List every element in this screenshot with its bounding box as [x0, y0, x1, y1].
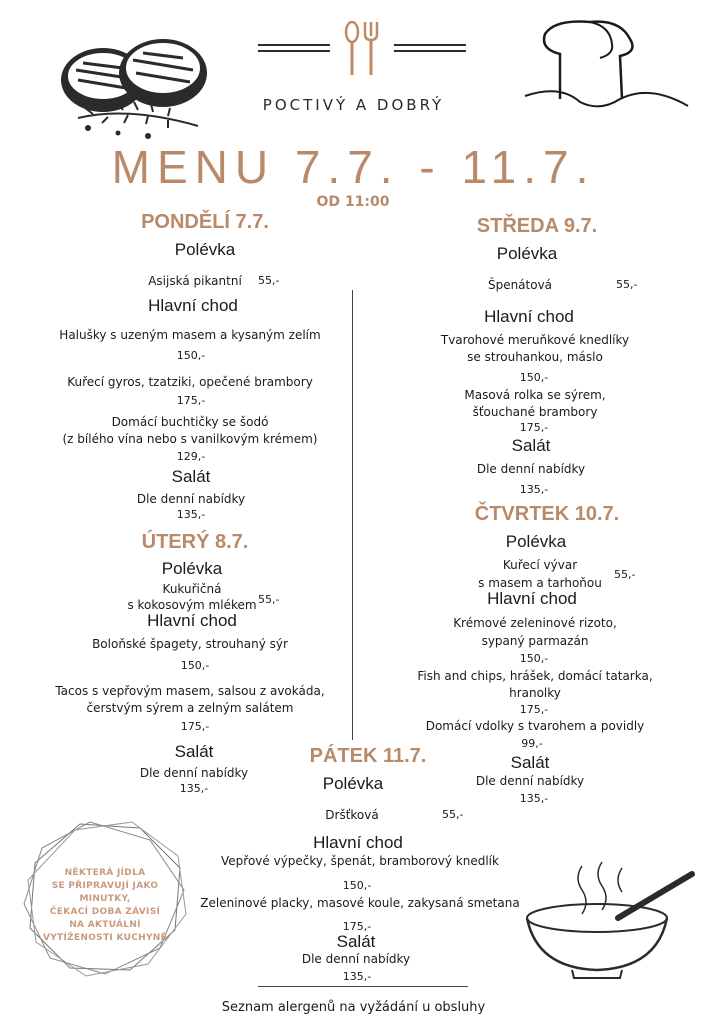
friday-main-1-price: 150,-: [342, 879, 372, 892]
cutlery-icon: [339, 20, 385, 78]
thursday-main-2: Fish and chips, hrášek, domácí tatarka,: [417, 669, 653, 683]
thursday-main-1: Krémové zeleninové rizoto,: [453, 616, 617, 630]
allergen-notice: Seznam alergenů na vyžádání u obsluhy: [221, 1000, 486, 1015]
notice-line-1: NĚKTERÁ JÍDLA: [64, 868, 146, 878]
tuesday-salad-label: Salát: [174, 742, 214, 761]
soup-bowl-illustration-icon: [522, 858, 702, 980]
tuesday-main-2-detail: čerstvým sýrem a zelným salátem: [86, 701, 294, 715]
tuesday-main-label: Hlavní chod: [147, 611, 237, 630]
thursday-salad-label: Salát: [510, 753, 550, 772]
monday-main-label: Hlavní chod: [148, 296, 238, 315]
monday-main-2-price: 175,-: [176, 394, 206, 407]
thursday-main-2-price: 175,-: [519, 703, 549, 716]
tuesday-soup: Kukuřičná: [162, 582, 222, 596]
wednesday-main-1: Tvarohové meruňkové knedlíky: [440, 333, 630, 347]
header-divider-right: [394, 44, 466, 52]
tuesday-soup-label: Polévka: [161, 559, 223, 578]
friday-salad: Dle denní nabídky: [301, 952, 411, 966]
monday-salad-price: 135,-: [176, 508, 206, 521]
monday-salad: Dle denní nabídky: [136, 492, 246, 506]
footer-divider: [258, 986, 468, 987]
thursday-soup-label: Polévka: [505, 532, 567, 551]
wednesday-salad-price: 135,-: [519, 483, 549, 496]
tuesday-main-1-price: 150,-: [180, 659, 210, 672]
header-divider-left: [258, 44, 330, 52]
notice-line-5: NA AKTUÁLNÍ: [69, 920, 141, 930]
wednesday-main-2: Masová rolka se sýrem,: [464, 388, 606, 402]
thursday-main-2-detail: hranolky: [509, 686, 561, 700]
monday-soup: Asijská pikantní: [148, 274, 242, 288]
friday-soup: Dršťková: [325, 808, 379, 822]
wednesday-salad-label: Salát: [511, 436, 551, 455]
wednesday-main-1-detail: se strouhankou, máslo: [467, 350, 603, 364]
friday-salad-price: 135,-: [342, 970, 372, 983]
wednesday-main-2-price: 175,-: [519, 421, 549, 434]
monday-main-3: Domácí buchtičky se šodó: [111, 415, 269, 429]
thursday-main-3-price: 99,-: [521, 737, 543, 750]
thursday-main-1-price: 150,-: [519, 652, 549, 665]
tuesday-salad: Dle denní nabídky: [139, 766, 249, 780]
day-heading-monday: PONDĚLÍ 7.7.: [141, 211, 269, 233]
friday-main-2: Zeleninové placky, masové koule, zakysaná smetana: [200, 896, 520, 910]
wednesday-main-label: Hlavní chod: [484, 307, 574, 326]
day-heading-tuesday: ÚTERÝ 8.7.: [141, 531, 249, 553]
friday-main-1: Vepřové výpečky, špenát, bramborový knedlík: [221, 854, 499, 868]
tuesday-soup-price: 55,-: [258, 593, 280, 606]
friday-soup-price: 55,-: [442, 808, 464, 821]
day-heading-thursday: ČTVRTEK 10.7.: [474, 503, 620, 525]
steak-illustration-icon: [48, 18, 218, 146]
monday-salad-label: Salát: [171, 467, 211, 486]
monday-main-3-note: (z bílého vína nebo s vanilkovým krémem): [62, 432, 318, 446]
tuesday-soup-detail: s kokosovým mlékem: [127, 598, 257, 612]
friday-main-label: Hlavní chod: [313, 833, 403, 852]
wednesday-salad: Dle denní nabídky: [476, 462, 586, 476]
thursday-soup: Kuřecí vývar: [502, 558, 578, 572]
monday-soup-price: 55,-: [258, 274, 280, 287]
notice-line-4: ČEKACÍ DOBA ZÁVISÍ: [49, 907, 161, 917]
monday-main-2: Kuřecí gyros, tzatziki, opečené brambory: [67, 375, 313, 389]
tuesday-salad-price: 135,-: [179, 782, 209, 795]
column-divider: [352, 290, 353, 740]
friday-main-2-price: 175,-: [342, 920, 372, 933]
friday-salad-label: Salát: [336, 932, 376, 951]
wednesday-main-1-price: 150,-: [519, 371, 549, 384]
tagline: POCTIVÝ A DOBRÝ: [262, 96, 445, 114]
wednesday-soup-label: Polévka: [496, 244, 558, 263]
tuesday-main-2-price: 175,-: [180, 720, 210, 733]
notice-line-6: VYTÍŽENOSTI KUCHYNĚ: [42, 933, 168, 943]
monday-main-3-price: 129,-: [176, 450, 206, 463]
day-heading-friday: PÁTEK 11.7.: [309, 745, 427, 767]
monday-soup-label: Polévka: [174, 240, 236, 259]
thursday-salad: Dle denní nabídky: [475, 774, 585, 788]
thursday-salad-price: 135,-: [519, 792, 549, 805]
tuesday-main-1: Boloňské špagety, strouhaný sýr: [92, 637, 288, 651]
tuesday-main-2: Tacos s vepřovým masem, salsou z avokáda,: [55, 684, 325, 698]
menu-title: MENU 7.7. - 11.7.: [111, 141, 596, 193]
thursday-soup-price: 55,-: [614, 568, 636, 581]
thursday-main-3: Domácí vdolky s tvarohem a povidly: [425, 719, 645, 733]
wednesday-soup: Špenátová: [487, 278, 553, 292]
monday-main-1-price: 150,-: [176, 349, 206, 362]
wednesday-soup-price: 55,-: [616, 278, 638, 291]
monday-main-1: Halušky s uzeným masem a kysaným zelím: [59, 328, 321, 342]
notice-line-3: MINUTKY,: [79, 894, 131, 904]
thursday-main-label: Hlavní chod: [487, 589, 577, 608]
thursday-main-1-detail: sypaný parmazán: [481, 634, 589, 648]
thursday-soup-detail: s masem a tarhoňou: [478, 576, 602, 590]
notice-line-2: SE PŘIPRAVUJÍ JAKO: [51, 881, 159, 891]
day-heading-wednesday: STŘEDA 9.7.: [476, 215, 598, 237]
friday-soup-label: Polévka: [322, 774, 384, 793]
wednesday-main-2-detail: šťouchané brambory: [472, 405, 598, 419]
opening-time: OD 11:00: [316, 194, 390, 210]
